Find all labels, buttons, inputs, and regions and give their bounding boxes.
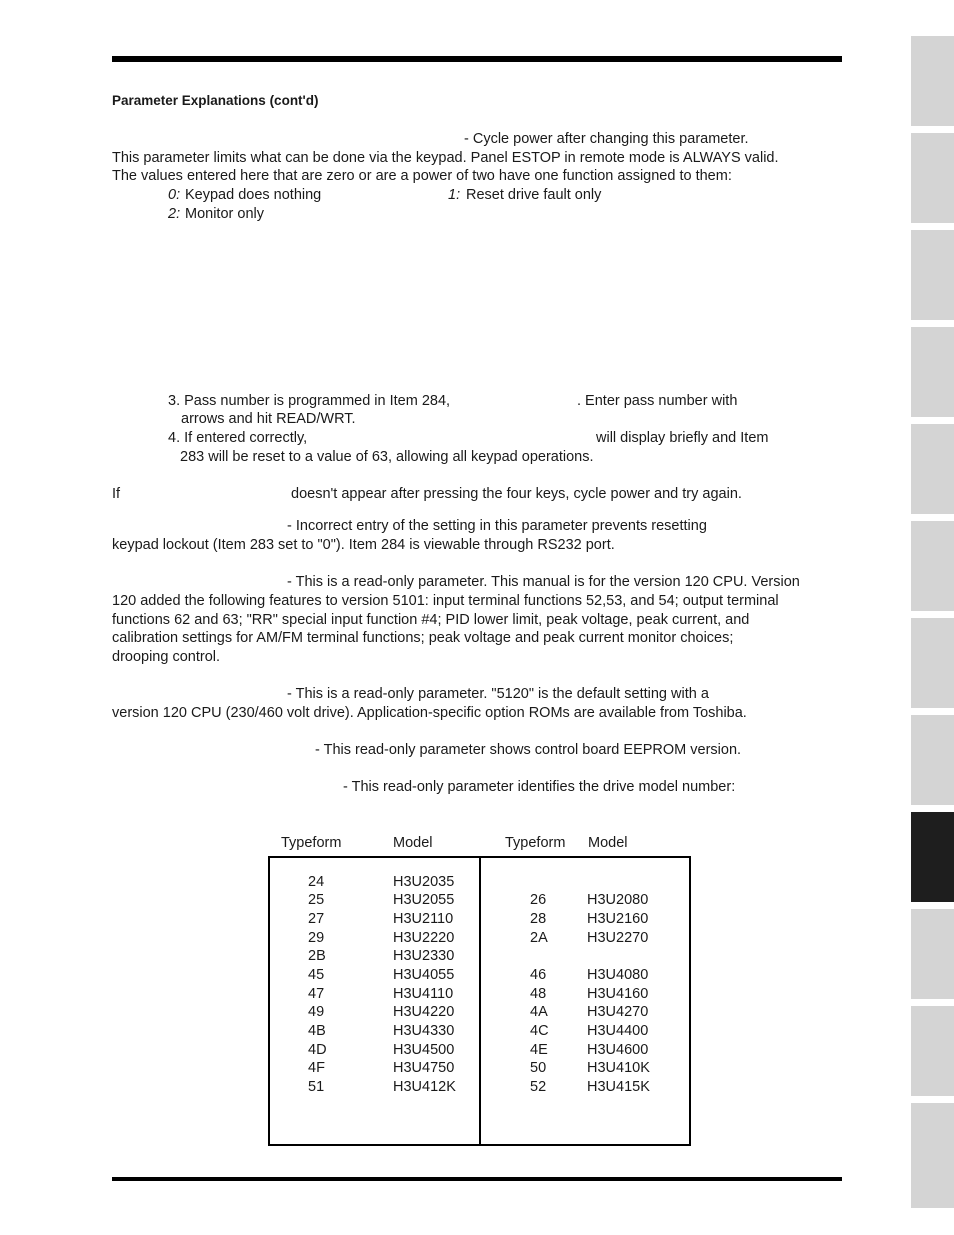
section-tab[interactable]	[911, 1006, 954, 1096]
table-cell-typeform: 4E	[530, 1042, 548, 1058]
text-line: 283 will be reset to a value of 63, allowing all keypad operations.	[180, 449, 594, 465]
table-header-model: Model	[393, 835, 433, 851]
table-cell-model: H3U2055	[393, 892, 455, 908]
text-line: version 120 CPU (230/460 volt drive). Application-specific option ROMs are available from Toshiba.	[112, 705, 747, 721]
table-cell-typeform: 27	[308, 911, 325, 927]
text-line: . Enter pass number with	[577, 393, 738, 409]
section-tab[interactable]	[911, 909, 954, 999]
section-tab[interactable]	[911, 36, 954, 126]
table-cell-typeform: 28	[530, 911, 547, 927]
table-cell-model: H3U410K	[587, 1060, 650, 1076]
table-cell-typeform: 2A	[530, 930, 548, 946]
text-line: 120 added the following features to version 5101: input terminal functions 52,53, and 54; output terminal	[112, 593, 779, 609]
table-cell-typeform: 24	[308, 874, 325, 890]
text-line: - This read-only parameter identifies the drive model number:	[343, 779, 736, 795]
table-cell-model: H3U4400	[587, 1023, 649, 1039]
option-text: Monitor only	[185, 206, 264, 222]
table-cell-typeform: 4D	[308, 1042, 327, 1058]
table-cell-typeform: 2B	[308, 948, 326, 964]
table-cell-typeform: 26	[530, 892, 547, 908]
table-cell-model: H3U4080	[587, 967, 649, 983]
text-line: If	[112, 486, 121, 502]
top-rule	[112, 56, 842, 62]
section-tab[interactable]	[911, 618, 954, 708]
text-line: The values entered here that are zero or are a power of two have one function assigned to them:	[112, 168, 732, 184]
table-cell-model: H3U2270	[587, 930, 649, 946]
table-cell-model: H3U2080	[587, 892, 649, 908]
option-number: 2:	[168, 206, 181, 222]
option-number: 0:	[168, 187, 181, 203]
table-cell-model: H3U4330	[393, 1023, 455, 1039]
text-line: - This read-only parameter shows control board EEPROM version.	[315, 742, 742, 758]
text-line: calibration settings for AM/FM terminal functions; peak voltage and peak current monitor choices;	[112, 630, 734, 646]
text-line: - This is a read-only parameter. "5120" is the default setting with a	[287, 686, 709, 702]
section-tab[interactable]	[911, 327, 954, 417]
bottom-rule	[112, 1177, 842, 1181]
table-cell-model: H3U4600	[587, 1042, 649, 1058]
table-cell-typeform: 50	[530, 1060, 547, 1076]
table-cell-typeform: 4F	[308, 1060, 325, 1076]
table-cell-typeform: 52	[530, 1079, 547, 1095]
section-tab[interactable]	[911, 715, 954, 805]
text-line: - This is a read-only parameter. This manual is for the version 120 CPU. Version	[287, 574, 800, 590]
table-cell-typeform: 48	[530, 986, 547, 1002]
text-line: - Cycle power after changing this parameter.	[464, 131, 749, 147]
section-tab[interactable]	[911, 230, 954, 320]
table-header-typeform: Typeform	[505, 835, 566, 851]
text-line: functions 62 and 63; "RR" special input function #4; PID lower limit, peak voltage, peak current, and	[112, 612, 750, 628]
table-cell-model: H3U4270	[587, 1004, 649, 1020]
option-text: Reset drive fault only	[466, 187, 602, 203]
table-cell-typeform: 47	[308, 986, 325, 1002]
table-cell-typeform: 46	[530, 967, 547, 983]
table-cell-model: H3U415K	[587, 1079, 650, 1095]
table-cell-typeform: 29	[308, 930, 325, 946]
option-text: Keypad does nothing	[185, 187, 322, 203]
text-line: will display briefly and Item	[596, 430, 769, 446]
page-heading: Parameter Explanations (cont'd)	[112, 93, 319, 108]
text-line: arrows and hit READ/WRT.	[181, 411, 356, 427]
table-cell-model: H3U4110	[393, 986, 454, 1002]
table-header-typeform: Typeform	[281, 835, 342, 851]
table-cell-model: H3U2220	[393, 930, 455, 946]
table-cell-model: H3U4750	[393, 1060, 455, 1076]
table-cell-model: H3U4220	[393, 1004, 455, 1020]
table-cell-model: H3U2035	[393, 874, 455, 890]
table-cell-model: H3U4055	[393, 967, 455, 983]
table-cell-typeform: 4B	[308, 1023, 326, 1039]
text-line: 3. Pass number is programmed in Item 284,	[168, 393, 451, 409]
table-cell-typeform: 4C	[530, 1023, 549, 1039]
table-cell-model: H3U4500	[393, 1042, 455, 1058]
table-cell-model: H3U412K	[393, 1079, 456, 1095]
table-divider	[479, 856, 481, 1146]
section-tab[interactable]	[911, 133, 954, 223]
text-line: 4. If entered correctly,	[168, 430, 308, 446]
table-cell-typeform: 51	[308, 1079, 325, 1095]
text-line: This parameter limits what can be done via the keypad. Panel ESTOP in remote mode is ALWAYS valid.	[112, 150, 779, 166]
text-line: drooping control.	[112, 649, 221, 665]
table-cell-model: H3U2160	[587, 911, 649, 927]
text-line: doesn't appear after pressing the four keys, cycle power and try again.	[291, 486, 742, 502]
section-tab-active[interactable]	[911, 812, 954, 902]
table-cell-typeform: 25	[308, 892, 325, 908]
table-cell-model: H3U2110	[393, 911, 454, 927]
table-cell-typeform: 4A	[530, 1004, 548, 1020]
table-header-model: Model	[588, 835, 628, 851]
text-line: - Incorrect entry of the setting in this parameter prevents resetting	[287, 518, 707, 534]
table-cell-model: H3U2330	[393, 948, 455, 964]
section-tab[interactable]	[911, 521, 954, 611]
table-cell-typeform: 45	[308, 967, 325, 983]
table-cell-model: H3U4160	[587, 986, 649, 1002]
table-cell-typeform: 49	[308, 1004, 325, 1020]
section-tab[interactable]	[911, 424, 954, 514]
option-number: 1:	[448, 187, 461, 203]
text-line: keypad lockout (Item 283 set to "0"). Item 284 is viewable through RS232 port.	[112, 537, 615, 553]
section-tab[interactable]	[911, 1103, 954, 1208]
